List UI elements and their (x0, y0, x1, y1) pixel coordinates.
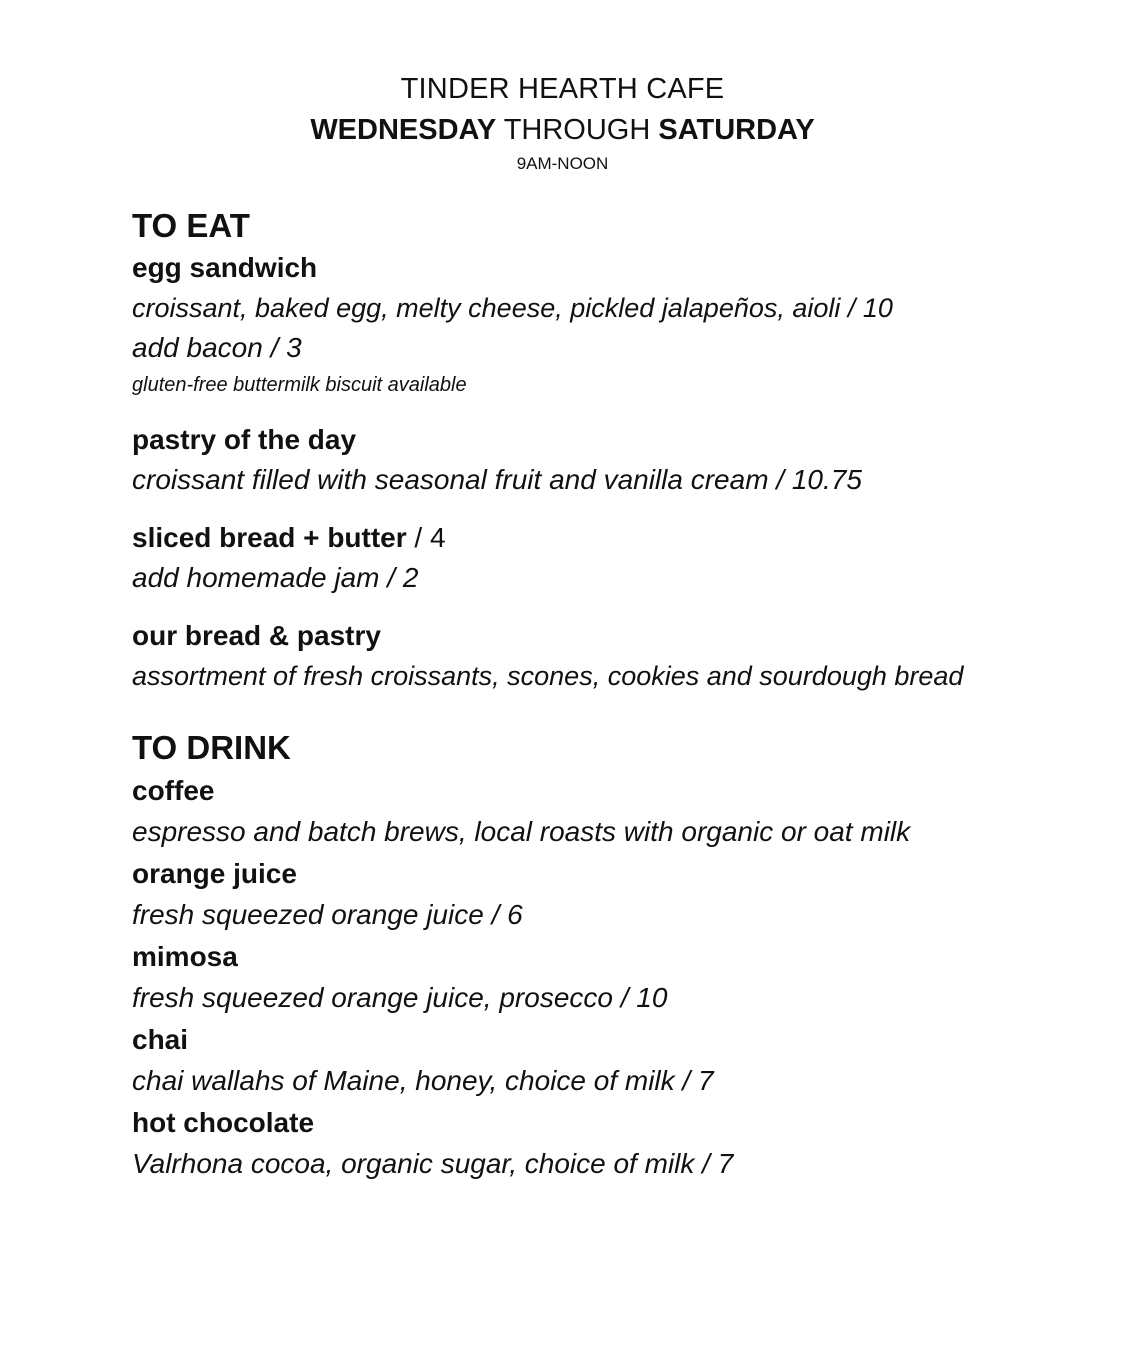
section-to-eat (132, 204, 1032, 696)
menu-header (0, 70, 1125, 175)
open-days (0, 111, 1125, 149)
menu-item-egg-sandwich (132, 248, 1032, 402)
menu-item-our-bread (132, 616, 1032, 696)
menu-body (132, 204, 1032, 1185)
day-start: WEDNESDAY (310, 114, 497, 146)
item-description: fresh squeezed orange juice / 6 (132, 899, 523, 930)
opening-hours: 9AM-NOON (516, 154, 609, 173)
item-description: croissant filled with seasonal fruit and vanilla cream / 10.75 (132, 464, 862, 495)
item-name: egg sandwich (132, 252, 318, 283)
item-description: Valrhona cocoa, organic sugar, choice of milk / 7 (132, 1148, 734, 1179)
item-name-row (132, 518, 1032, 558)
item-description: espresso and batch brews, local roasts with organic or oat milk (132, 816, 911, 847)
item-description: croissant, baked egg, melty cheese, pickled jalapeños, aioli / 10 (132, 293, 893, 323)
menu-item-coffee (132, 770, 1032, 853)
day-end: SATURDAY (658, 114, 815, 146)
menu-item-chai (132, 1019, 1032, 1102)
item-name: chai (132, 1024, 189, 1055)
item-addon: add bacon / 3 (132, 332, 302, 363)
item-name: sliced bread + butter (132, 522, 407, 553)
menu-item-pastry-of-the-day (132, 420, 1032, 500)
item-name: orange juice (132, 858, 297, 889)
section-to-drink (132, 726, 1032, 1185)
item-description: assortment of fresh croissants, scones, cookies and sourdough bread (132, 661, 964, 691)
cafe-name: TINDER HEARTH CAFE (400, 73, 725, 105)
menu-item-orange-juice (132, 853, 1032, 936)
item-name: our bread & pastry (132, 620, 381, 651)
section-title-to-drink: TO DRINK (132, 729, 291, 766)
item-note: gluten-free buttermilk biscuit available (132, 374, 467, 396)
item-name: coffee (132, 775, 215, 806)
menu-item-sliced-bread (132, 518, 1032, 598)
item-description: chai wallahs of Maine, honey, choice of milk / 7 (132, 1065, 714, 1096)
menu-item-mimosa (132, 936, 1032, 1019)
item-addon: add homemade jam / 2 (132, 562, 419, 593)
item-name: mimosa (132, 941, 238, 972)
item-price: / 4 (406, 522, 446, 553)
day-through: THROUGH (496, 114, 659, 146)
item-name: hot chocolate (132, 1107, 315, 1138)
section-title-to-eat: TO EAT (132, 207, 250, 244)
item-name: pastry of the day (132, 424, 357, 455)
menu-item-hot-chocolate (132, 1102, 1032, 1185)
item-description: fresh squeezed orange juice, prosecco / 10 (132, 982, 668, 1013)
